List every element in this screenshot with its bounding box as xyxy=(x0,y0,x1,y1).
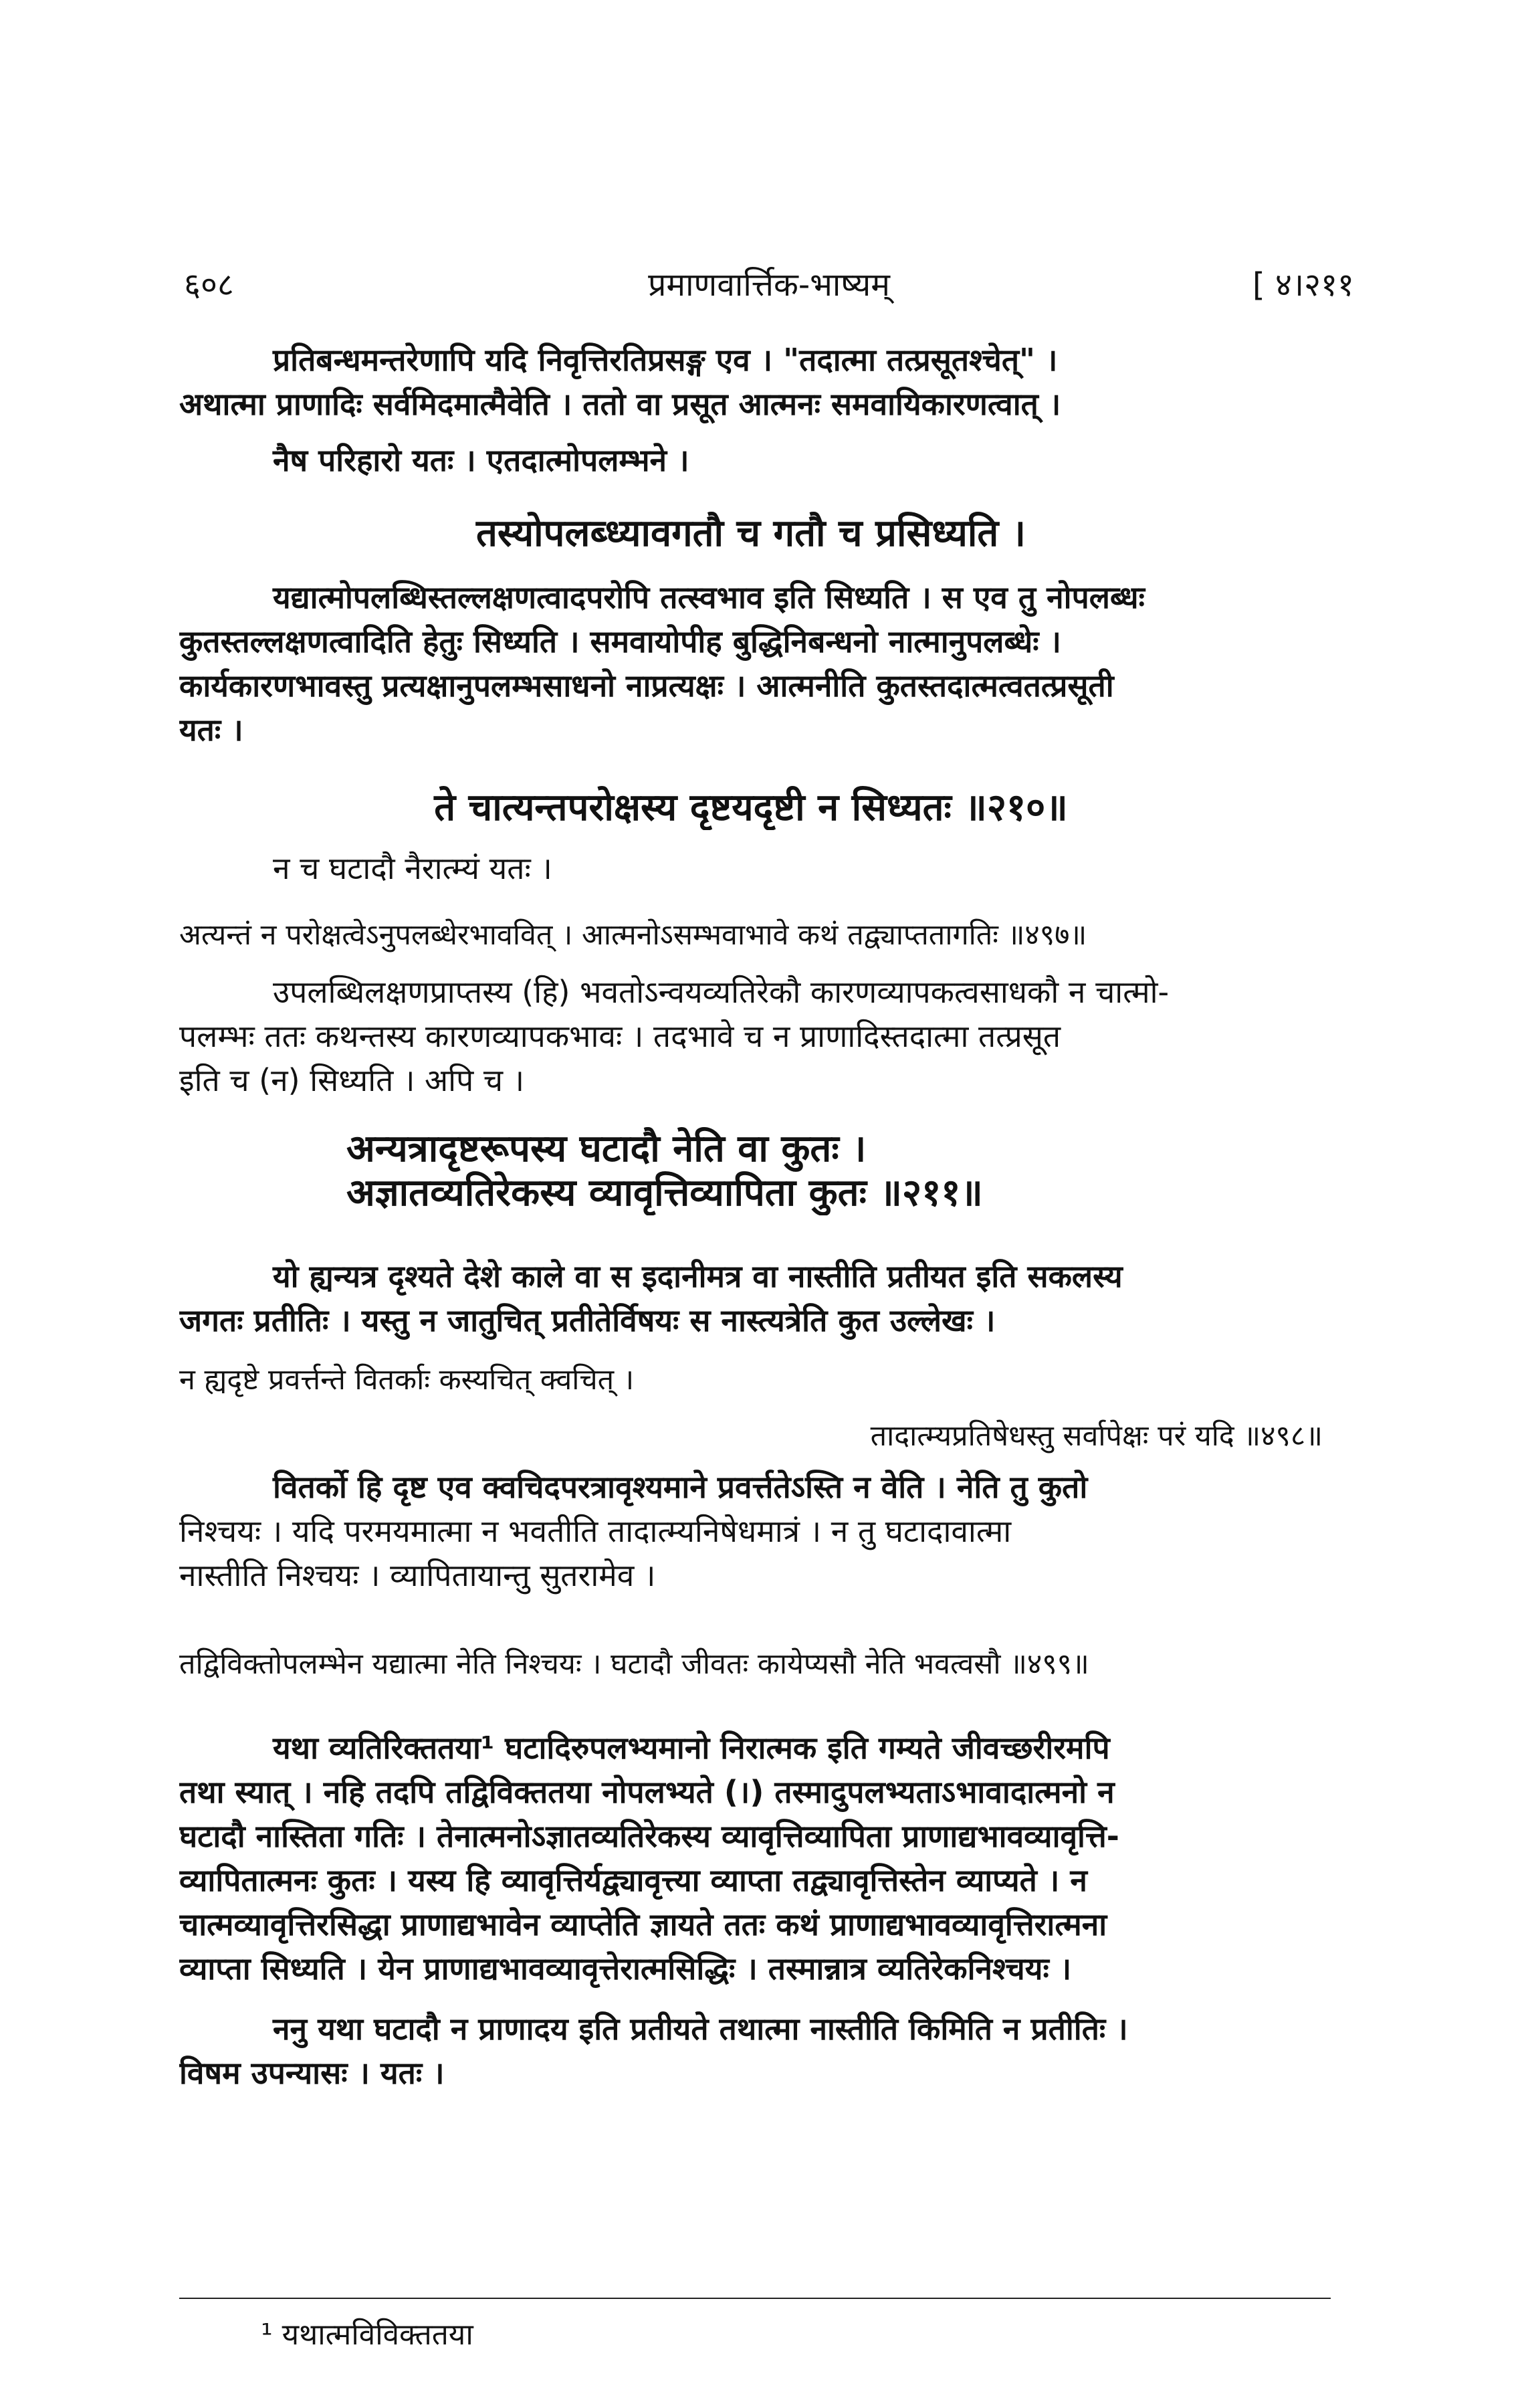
text-block-5 xyxy=(179,970,1323,1102)
text-line: पलम्भः ततः कथन्तस्य कारणव्यापकभावः । तदभावे च न प्राणादिस्तदात्मा तत्प्रसूत xyxy=(179,1018,1061,1054)
text-line: यथा व्यतिरिक्ततया¹ घटादिरुपलभ्यमानो निरात्मक इति गम्यते जीवच्छरीरमपि xyxy=(273,1730,1110,1766)
text-block-8 xyxy=(179,1726,1323,1991)
text-line: यतः । xyxy=(179,712,243,748)
text-line: यो ह्यन्यत्र दृश्यते देशे काले वा स इदानीमत्र वा नास्तीति प्रतीयत इति सकलस्य xyxy=(273,1258,1123,1294)
text-line: तथा स्यात् । नहि तदपि तद्विविक्ततया नोपलभ्यते (।) तस्मादुपलभ्यताऽभावादात्मनो न xyxy=(179,1774,1115,1810)
page-number: ६०८ xyxy=(184,266,234,304)
verse-line: ते चात्यन्तपरोक्षस्य दृष्टयदृष्टी न सिध्यतः ॥२१०॥ xyxy=(434,786,1068,829)
text-line: निश्चयः । यदि परमयमात्मा न भवतीति तादात्म्यनिषेधमात्रं । न तु घटादावात्मा xyxy=(179,1513,1012,1549)
karika-line: न ह्यदृष्टे प्रवर्त्तन्ते वितर्काः कस्यचित् क्वचित् । xyxy=(179,1363,635,1397)
text-line: व्याप्ता सिध्यति । येन प्राणाद्यभावव्यावृत्तेरात्मसिद्धिः । तस्मान्नात्र व्यतिरेकनिश्चयः । xyxy=(179,1950,1072,1987)
text-line: नैष परिहारो यतः । एतदात्मोपलम्भने । xyxy=(273,442,689,478)
text-line: अथात्मा प्राणादिः सर्वमिदमात्मैवेति । ततो वा प्रसूत आत्मनः समवायिकारणत्वात् । xyxy=(179,386,1061,422)
text-line: जगतः प्रतीतिः । यस्तु न जातुचित् प्रतीतेर्विषयः स नास्त्यत्रेति कुत उल्लेखः । xyxy=(179,1302,996,1338)
verse-line: अन्यत्रादृष्टरूपस्य घटादौ नेति वा कुतः । xyxy=(346,1127,867,1171)
karika-line: अत्यन्तं न परोक्षत्वेऽनुपलब्धेरभाववित् । आत्मनोऽसम्भवाभावे कथं तद्व्याप्ततागतिः ॥४९७॥ xyxy=(179,918,1087,952)
text-line: व्यापितात्मनः कुतः । यस्य हि व्यावृत्तिर्यद्व्यावृत्त्या व्याप्ता तद्व्यावृत्तिस्तेन व्याप्यते । न xyxy=(179,1862,1087,1898)
text-block-1 xyxy=(179,338,1323,426)
running-title: प्रमाणवार्त्तिक-भाष्यम् xyxy=(648,266,890,304)
verse-line: अज्ञातव्यतिरेकस्य व्यावृत्तिव्यापिता कुतः ॥२११॥ xyxy=(346,1171,983,1215)
text-line: यद्यात्मोपलब्धिस्तल्लक्षणत्वादपरोपि तत्स्वभाव इति सिध्यति । स एव तु नोपलब्धः xyxy=(273,579,1145,615)
text-block-4 xyxy=(179,846,1323,890)
text-line: कुतस्तल्लक्षणत्वादिति हेतुः सिध्यति । समवायोपीह बुद्धिनिबन्धनो नात्मानुपलब्धेः । xyxy=(179,623,1061,660)
text-line: इति च (न) सिध्यति । अपि च । xyxy=(179,1062,525,1098)
verse-210 xyxy=(179,786,1323,830)
text-line: उपलब्धिलक्षणप्राप्तस्य (हि) भवतोऽन्वयव्यतिरेकौ कारणव्यापकत्वसाधकौ न चात्मो- xyxy=(273,974,1170,1010)
text-line: वितर्को हि दृष्ट एव क्वचिदपरत्रावृश्यमाने प्रवर्त्ततेऽस्ति न वेति । नेति तु कुतो xyxy=(273,1469,1088,1505)
text-line: चात्मव्यावृत्तिरसिद्धा प्राणाद्यभावेन व्याप्तेति ज्ञायते ततः कथं प्राणाद्यभावव्यावृत्तिरात्मना xyxy=(179,1906,1107,1942)
text-block-6 xyxy=(179,1254,1323,1342)
verse-heading-1 xyxy=(179,512,1323,556)
verse-reference: [ ४।२११ xyxy=(1252,266,1354,304)
text-line: विषम उपन्यासः । यतः । xyxy=(179,2055,445,2091)
karika-498 xyxy=(179,1358,1323,1458)
karika-line: तद्विविक्तोपलम्भेन यद्यात्मा नेति निश्चयः । घटादौ जीवतः कायेप्यसौ नेति भवत्वसौ ॥४९९॥ xyxy=(179,1647,1089,1681)
text-line: कार्यकारणभावस्तु प्रत्यक्षानुपलम्भसाधनो नाप्रत्यक्षः । आत्मनीति कुतस्तदात्मत्वतत्प्रसूती xyxy=(179,668,1114,704)
text-line: प्रतिबन्धमन्तरेणापि यदि निवृत्तिरतिप्रसङ्ग एव । "तदात्मा तत्प्रसूतश्चेत्" । xyxy=(273,342,1058,378)
page-header xyxy=(184,262,1354,309)
text-line: न च घटादौ नैरात्म्यं यतः । xyxy=(273,850,552,886)
verse-line: तस्योपलब्ध्यावगतौ च गतौ च प्रसिध्यति । xyxy=(475,512,1026,555)
verse-211 xyxy=(179,1127,1323,1215)
text-block-9 xyxy=(179,2007,1323,2095)
text-line: नास्तीति निश्चयः । व्यापितायान्तु सुतरामेव । xyxy=(179,1557,656,1593)
text-block-7 xyxy=(179,1465,1323,1597)
text-block-2 xyxy=(179,438,1323,482)
footnote-rule xyxy=(179,2298,1331,2299)
karika-499 xyxy=(179,1642,1323,1686)
karika-497 xyxy=(179,913,1323,957)
text-block-3 xyxy=(179,575,1323,752)
text-line: घटादौ नास्तिता गतिः । तेनात्मनोऽज्ञातव्यतिरेकस्य व्यावृत्तिव्यापिता प्राणाद्यभावव्यावृत्ति- xyxy=(179,1818,1119,1854)
karika-line: तादात्म्यप्रतिषेधस्तु सर्वापेक्षः परं यदि ॥४९८॥ xyxy=(870,1419,1323,1453)
text-line: ननु यथा घटादौ न प्राणादय इति प्रतीयते तथात्मा नास्तीति किमिति न प्रतीतिः । xyxy=(273,2011,1128,2047)
footnote: ¹ यथात्मविविक्ततया xyxy=(261,2318,473,2352)
